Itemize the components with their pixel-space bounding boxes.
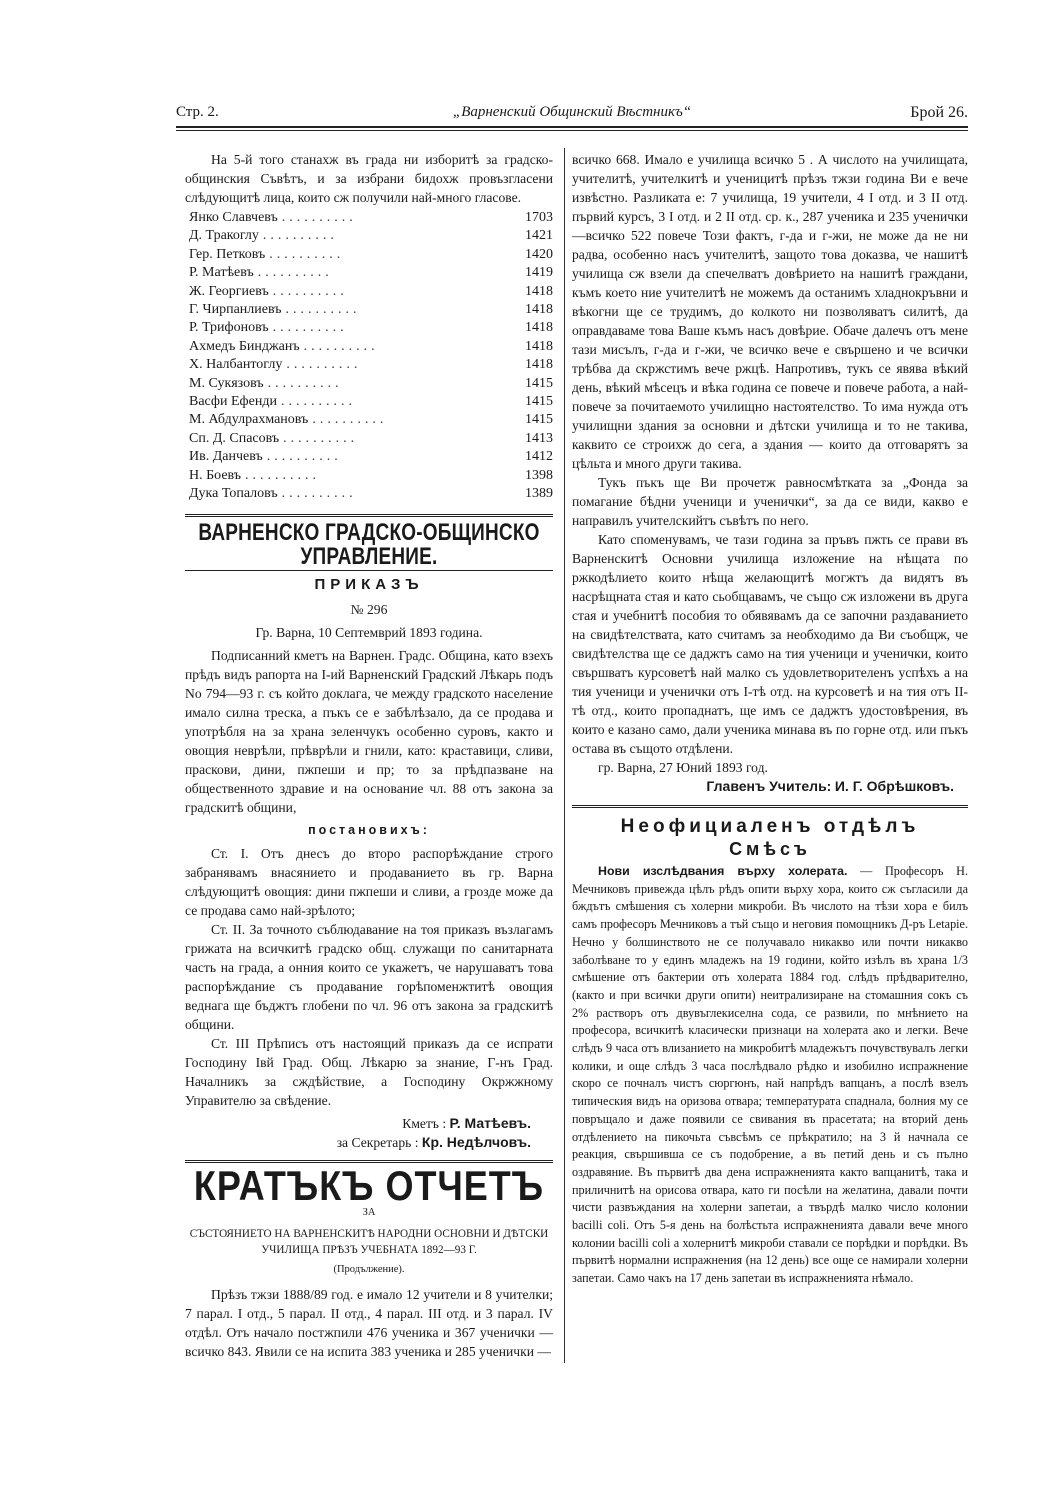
- vote-row: Р. Матѣевъ .......... 1419: [189, 265, 553, 281]
- report-continuation: (Продължение).: [333, 1263, 405, 1275]
- report-heading: КРАТЪКЪ ОТЧЕТЪ: [193, 1161, 545, 1209]
- vote-row: Ж. Георгиевъ .......... 1418: [189, 283, 553, 299]
- vote-row: Гер. Петковъ .......... 1420: [189, 246, 553, 262]
- cholera-article-title: Нови изслѣдвания върху холерата.: [598, 864, 848, 878]
- article-2: Ст. II. За точното съблюдавание на тоя приказъ възлагамъ грижата на всичкитѣ градско общ. служащи по санитарната часть на града, а онния които се укажетъ, че нарушаватъ това распорѣждание съ продавание горѣпоменжтитѣ овощия веднага ще бъджтъ глобени по чл. 96 отъ закона за градскитѣ общини.: [185, 921, 553, 1032]
- vote-row: Васфи Ефенди .......... 1415: [189, 394, 553, 410]
- exhibition-paragraph: Като споменувамъ, че тази година за пръвъ пжть се прави въ Варненскитѣ Основни училища изложение на нѣщата по ржкодѣлието които нѣща желающитѣ могжтъ да видятъ въ насрѣщната стая и като сьобщавамъ, че също сж изложени въ друга стая и учебнитѣ пособия то обявявамъ да се започни раздаванието на свидѣтелствата, като считамъ за необходимо да Ви съобщж, че свидѣтелства ще се даджтъ само на тия ученици и ученички, които свършватъ курсоветѣ най малко съ удовлетворителенъ успѣхъ а на тия ученици и ученички отъ I-тѣ отд. на курсоветѣ и на тия отъ II-тѣ отд., които пропаднатъ, ще имъ се даджтъ удостовѣрения, въ които е казано само, дали ученика минава въ по горне отд. или пъкъ остава въ същото отдѣлени.: [572, 532, 968, 756]
- report-subtitle: СЪСТОЯНИЕТО НА ВАРНЕНСКИТѢ НАРОДНИ ОСНОВНИ И ДѢТСКИ УЧИЛИЩА ПРѢЗЪ УЧЕБНАТА 1892—93 Г.: [189, 1227, 549, 1256]
- report-for: ЗА: [362, 1206, 376, 1218]
- vote-row: Дука Топаловъ .......... 1389: [189, 486, 553, 502]
- mayor-name: Р. Матѣевъ.: [449, 1114, 531, 1131]
- vote-row: Х. Налбантоглу .......... 1418: [189, 357, 553, 373]
- vote-row: М. Абдулрахмановъ .......... 1415: [189, 412, 553, 428]
- head-teacher-signature: Главенъ Учитель: И. Г. Обрѣшковъ.: [706, 778, 954, 794]
- vote-list: [185, 209, 553, 504]
- order-date: Гр. Варна, 10 Септемврий 1893 година.: [255, 624, 483, 640]
- page-header: [176, 104, 968, 126]
- left-column: [185, 150, 553, 1361]
- vote-row: Сп. Д. Спасовъ .......... 1413: [189, 430, 553, 446]
- right-column: [572, 150, 968, 1288]
- vote-row: Ив. Данчевъ .......... 1412: [189, 449, 553, 465]
- vote-row: Д. Тракоглу .......... 1421: [189, 228, 553, 244]
- vote-row: Ахмедъ Бинджанъ .......... 1418: [189, 338, 553, 354]
- order-preamble: Подписанний кметъ на Варнен. Градс. Община, като взехъ прѣдъ видъ рапорта на I-ий Варненский Градский Лѣкарь подъ No 794—93 г. съ който доклага, че между градското население имало силна треска, а пъкъ се е забѣлѣзало, да се продава и употрѣбля на за храна зеленчукъ особенно суровъ, както и овощия неврѣли, прѣврѣли и гнили, като: краставици, сливи, праскови, дини, пжпеши и пр; то за прѣдпазване на общественното здравие и на основание чл. 88 отъ закона за градскитѣ общини,: [185, 647, 553, 815]
- miscellany-heading: Смѣсъ: [729, 839, 811, 859]
- report-date: гр. Варна, 27 Юний 1893 год.: [598, 760, 768, 775]
- fund-paragraph: Тукъ пъкъ ще Ви прочетж равносмѣтката за „Фонда за помагание бѣдни ученици и ученички“, за да се види, какво е направилъ учителскийтъ съвѣтъ по него.: [572, 475, 968, 528]
- header-rule-thin: [176, 130, 968, 131]
- section-rule: [572, 805, 968, 809]
- cholera-article-text: — Професоръ Н. Мечниковъ привежда цѣлъ рѣдъ опити върху хора, които сж съгласили да бждътъ смѣшения съ холерни микроби. Въ числото на тѣзи хора е билъ самъ професоръ Мечниковъ а тъй също и неговия помощникъ Д-ръ Letapie. Нечно у болшинството не се получавало никакво или почти никакво заболѣване то у единъ младежъ на 19 години, който изѣлъ въ храна 1/3 смѣшение отъ бактерии отъ холерата 1884 год. слѣдъ прѣдварително, (както и при всички други опити) неитрализиране на стомашния сокъ съ 2% растворъ отъ двувъглекиселна сода, се развили, по мнѣнието на професора, всичкитѣ класически признаци на холерата ако и легки. Вече слѣдъ 9 часа отъ влизанието на микробитѣ младежътъ почувствувалъ легки колики, и още слѣдъ 3 часа послѣдвало рѣдко и изобилно испражнение скоро се почналъ чистъ сюргюнъ, най напрѣдъ вапцанъ, а послѣ взелъ типическия видъ на оризова отвара; температурата спаднала, болния му се повръщало и даже появили се свивания въ прасетата; на вторий день отдѣлението на пикочьта съвсѣмъ се прѣкратило; на 3 й начнала се реакция, свършивша се съ подобрение, а въ петий день и съ пълно оздравяние. Въ първитѣ два дена испражненията както вапцанитѣ, така и приличнитѣ на орисова отвара, като ги посѣли на желатина, давали почти чисти развъждания на холерни запетаи, а твърдѣ малко число колонии bacilli coli. Отъ 5-я день на болѣстьта испражненията давали вече много колонии bacilli coli а холернитѣ микроби ставали се порѣдки и порѣдки. Въ първитѣ нормални испражнения (на 12 день) все още се намирали холерни запетаи. Само чакъ на 17 день запетаи въ испражненията нѣмало.: [572, 864, 968, 1286]
- issue-number: Брой 26.: [910, 104, 968, 121]
- page-number: Стр. 2.: [176, 104, 219, 120]
- unofficial-section-heading: Неофициаленъ отдѣлъ: [620, 816, 920, 837]
- article-3: Ст. III Прѣписъ отъ настоящий приказъ да се испрати Господину Iвй Град. Общ. Лѣкарю за знание, Г-нъ Град. Началникъ за сждѣйствие, а Господину Окржжному Управителю за свѣдение.: [185, 1035, 553, 1108]
- vote-row: Н. Боевъ .......... 1398: [189, 467, 553, 483]
- report-continued: всичко 668. Имало е училища всичко 5 . А числото на училищата, учителитѣ, учителкитѣ и ученицитѣ прѣзъ тжзи година Ви е вече извѣстно. Разликата е: 7 училища, 19 учители, 4 I отд. и 3 II отд. първий курсъ, 3 I отд. и 2 II отд. ср. к., 287 ученика и 235 ученички—всичко 522 повече Този фактъ, г-да и г-жи, не може да не ни радва, особенно насъ учителитѣ, защото това доказва, че нашитѣ училища сж взели да спечелватъ довѣрието на нашитѣ граждани, къмъ което ние учителитѣ не можемъ да останимъ хладнокръвни и вѣкогни ще се трудимъ, до колкото ни позволяватъ силитѣ, да оправдаваме това Ваше къмъ насъ довѣрие. Обаче далечъ отъ мене тази мисълъ, г-да и г-жи, че всичко вече е свършено и че всички трѣбва да скржстимъ вече ржцѣ. Напротивъ, тукъ се явява вѣкий день, вѣкий мѣсецъ и вѣка година се повече и повече работа, а най-повече за почитаемото училищно настоятелство. То има нужда отъ училищни здания за основни и дѣтски училища и то не такива, каквито се строихж до сега, а здания — които да отговарятъ за цѣльта и много други такива.: [572, 152, 968, 471]
- decree-heading: постановихъ:: [308, 822, 430, 837]
- header-rule: [176, 126, 968, 128]
- vote-row: Г. Чирпанлиевъ .......... 1418: [189, 302, 553, 318]
- head-teacher-name: И. Г. Обрѣшковъ.: [834, 778, 954, 794]
- vote-row: Р. Трифоновъ .......... 1418: [189, 320, 553, 336]
- order-heading: ПРИКАЗЪ: [314, 575, 424, 593]
- column-divider: [564, 148, 565, 1363]
- secretary-signature: за Секретарь : Кр. Недѣлчовъ.: [336, 1133, 531, 1150]
- section-rule: [185, 514, 553, 518]
- vote-row: М. Сукязовъ .......... 1415: [189, 375, 553, 391]
- article-1: Ст. I. Отъ днесъ до второ распорѣждание строго забранявамъ внасянието и продаванието въ гр. Варна слѣдующитѣ овощия: дини пжпеши и сливи, а грозде може да се продава само най-зрѣлото;: [185, 845, 553, 918]
- report-body: Прѣзъ тжзи 1888/89 год. е имало 12 учители и 8 учителки; 7 парал. I отд., 5 парал. II отд., 4 парал. III отд. и 3 парал. IV отдѣл. Отъ начало постжпили 476 ученика и 367 ученички — всичко 843. Явили се на испита 383 ученика и 285 ученички —: [185, 1286, 553, 1359]
- election-intro: На 5-й того станахж въ града ни изборитѣ за градско-общинския Съвѣтъ, и за избрани бидохж провъзгласени слѣдующитѣ лица, които сж получили най-много гласове.: [185, 152, 553, 205]
- secretary-name: Кр. Недѣлчовъ.: [421, 1133, 531, 1150]
- mayor-signature: Кметъ : Р. Матѣевъ.: [402, 1114, 531, 1131]
- cholera-article: [572, 863, 968, 1288]
- vote-row: Янко Славчевъ .......... 1703: [189, 210, 553, 225]
- administration-heading: ВАРНЕНСКО ГРАДСКО-ОБЩИНСКО УПРАВЛЕНИЕ.: [198, 519, 540, 570]
- newspaper-title: „Варненский Общинский Вѣстникъ“: [452, 104, 692, 120]
- order-number: № 296: [350, 601, 388, 617]
